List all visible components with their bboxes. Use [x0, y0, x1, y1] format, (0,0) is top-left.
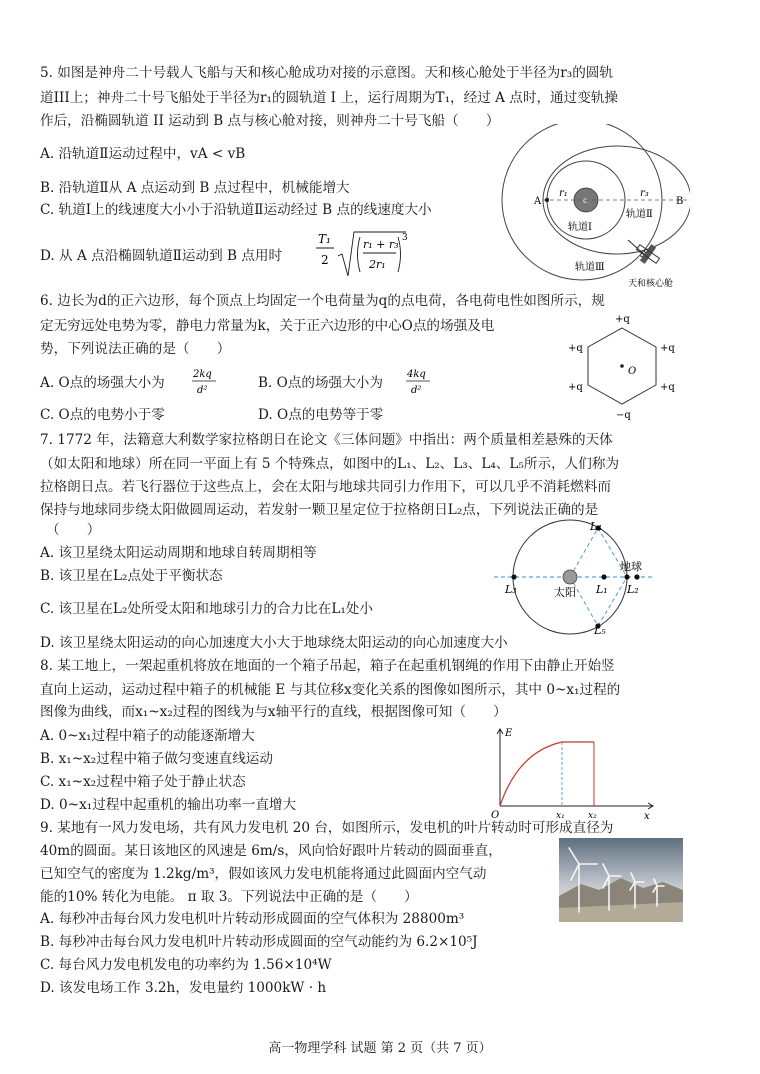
svg-text:2kq: 2kq [193, 369, 212, 380]
center-c-label: c [583, 196, 588, 205]
formula-exponent: 3 [402, 233, 408, 243]
charge-upper-right: +q [660, 343, 675, 354]
formula-t1: T₁ [318, 232, 331, 246]
q6-option-d: D. O点的电势等于零 [258, 407, 384, 423]
formula-inner-num: r₁ + r₃ [363, 238, 399, 251]
l1-label: L₁ [596, 583, 608, 596]
formula-two: 2 [321, 253, 329, 267]
q5-option-d: D. 从 A 点沿椭圆轨道Ⅱ运动到 B 点用时 [40, 248, 283, 264]
q5-stem-line2: 道III上；神舟二十号飞船处于半径为r₁的圆轨道 I 上，运行周期为T₁，经过 A 点时，通过变轨操 [40, 90, 619, 106]
q6-option-b: B. O点的场强大小为 [258, 375, 383, 391]
svg-text:4kq: 4kq [407, 369, 426, 380]
q6-option-a: A. O点的场强大小为 [40, 375, 165, 391]
orbit3-label: 轨道Ⅲ [575, 262, 605, 273]
orbit2-label: 轨道Ⅱ [626, 209, 653, 220]
q5-orbit-figure [500, 124, 690, 292]
l4-label: L₄ [590, 520, 602, 533]
q7-option-c: C. 该卫星在L₂处所受太阳和地球引力的合力比在L₁处小 [40, 601, 373, 617]
q5-option-d-formula [312, 226, 412, 282]
q5-option-a: A. 沿轨道Ⅱ运动过程中，vA < vB [40, 146, 246, 162]
q6-option-b-fraction [404, 364, 434, 398]
energy-curve [500, 742, 562, 806]
q6-stem-line2: 定无穷远处电势为零，静电力常量为k，关于正六边形的中心O点的场强及电 [40, 318, 495, 334]
page-footer: 高一物理学科 试题 第 2 页（共 7 页） [268, 1041, 492, 1056]
q9-stem-line2: 40m的圆面。某日该地区的风速是 6m/s，风向恰好跟叶片转动的圆面垂直， [40, 843, 502, 859]
charge-upper-left: +q [568, 343, 583, 354]
q8-option-a: A. 0~x₁过程中箱子的动能逐渐增大 [40, 728, 255, 744]
q9-option-a: A. 每秒冲击每台风力发电机叶片转动形成圆面的空气体积为 28800m³ [40, 911, 465, 927]
station-label: 天和核心舱 [628, 279, 674, 289]
q7-lagrange-figure [494, 518, 654, 636]
earth-label: 地球 [620, 560, 642, 573]
q6-option-c: C. O点的电势小于零 [40, 407, 165, 423]
q7-stem-line4: 保持与地球同步绕太阳做圆周运动，若发射一颗卫星定位于拉格朗日L₂点，下列说法正确的是 [40, 502, 599, 518]
sun-body [563, 570, 577, 584]
q7-stem-line5: （ ） [46, 522, 101, 538]
q8-option-d: D. 0~x₁过程中起重机的输出功率一直增大 [40, 797, 297, 813]
q8-energy-graph [488, 726, 658, 822]
charge-top: +q [615, 314, 630, 325]
q7-stem-line3: 拉格朗日点。若飞行器位于这些点上，会在太阳与地球共同引力作用下，可以几乎不消耗燃料而 [40, 479, 611, 495]
q6-option-a-fraction [190, 364, 220, 398]
q8-stem-line3: 图像为曲线，而x₁~x₂过程的图线为与x轴平行的直线，根据图像可知（ ） [40, 704, 507, 720]
orbit1-label: 轨道Ⅰ [568, 222, 592, 233]
svg-text:d²: d² [197, 385, 208, 396]
formula-inner-den: 2r₁ [369, 258, 386, 271]
l5-label: L₅ [594, 624, 606, 636]
r1-label: r₁ [559, 188, 568, 199]
q6-hexagon-figure [566, 306, 686, 424]
svg-text:d²: d² [411, 385, 422, 396]
charge-lower-left: +q [568, 382, 583, 393]
point-a-label: A [534, 196, 542, 207]
q9-option-d: D. 该发电场工作 3.2h，发电量约 1000kW · h [40, 980, 327, 996]
q8-option-c: C. x₁~x₂过程中箱子处于静止状态 [40, 774, 246, 790]
q9-stem-line3: 已知空气的密度为 1.2kg/m³，假如该风力发电机能将通过此圆面内空气动 [40, 866, 487, 882]
q8-stem-line2: 直向上运动，运动过程中箱子的机械能 E 与其位移x变化关系的图像如图所示，其中 0~x₁过程的 [40, 682, 621, 698]
q7-option-d: D. 该卫星绕太阳运动的向心加速度大小大于地球绕太阳运动的向心加速度大小 [40, 635, 508, 651]
q8-stem-line1: 8. 某工地上，一架起重机将放在地面的一个箱子吊起，箱子在起重机钢绳的作用下由静止开始竖 [40, 658, 615, 674]
q8-option-b: B. x₁~x₂过程中箱子做匀变速直线运动 [40, 751, 273, 767]
q9-stem-line1: 9. 某地有一风力发电场，共有风力发电机 20 台，如图所示，发电机的叶片转动时可形成直径为 [40, 820, 614, 836]
q5-stem-line1: 5. 如图是神舟二十号载人飞船与天和核心舱成功对接的示意图。天和核心舱处于半径为r₃的圆轨 [40, 65, 613, 81]
origin-label: O [491, 810, 500, 821]
l2-label: L₂ [627, 583, 639, 596]
q6-stem-line1: 6. 边长为d的正六边形，每个顶点上均固定一个电荷量为q的点电荷，各电荷电性如图所示，规 [40, 293, 605, 309]
q6-stem-line3: 势，下列说法正确的是（ ） [40, 341, 231, 357]
space-station-icon [632, 239, 663, 269]
axis-e-label: E [505, 728, 513, 739]
q7-option-b: B. 该卫星在L₂点处于平衡状态 [40, 568, 223, 584]
center-o-label: O [628, 366, 637, 377]
q7-option-a: A. 该卫星绕太阳运动周期和地球自转周期相等 [40, 545, 317, 561]
q5-option-c: C. 轨道Ⅰ上的线速度大小小于沿轨道Ⅱ运动经过 B 点的线速度大小 [40, 202, 432, 218]
q5-option-b: B. 沿轨道Ⅱ从 A 点运动到 B 点过程中，机械能增大 [40, 180, 350, 196]
x2-label: x₂ [588, 811, 597, 821]
q7-stem-line2: （如太阳和地球）所在同一平面上有 5 个特殊点，如图中的L₁、L₂、L₃、L₄、L₅所示，人们称为 [40, 456, 620, 472]
charge-lower-right: +q [660, 382, 675, 393]
axis-x-label: x [644, 811, 650, 822]
q5-stem-line3: 作后，沿椭圆轨道 II 运动到 B 点与核心舱对接，则神舟二十号飞船（ ） [40, 113, 500, 129]
x1-label: x₁ [556, 811, 565, 821]
l3-label: L₃ [505, 583, 517, 596]
r3-label: r₃ [640, 188, 649, 199]
q7-stem-line1: 7. 1772 年，法籍意大利数学家拉格朗日在论文《三体问题》中指出：两个质量相差悬殊的天体 [40, 432, 613, 448]
q9-option-b: B. 每秒冲击每台风力发电机叶片转动形成圆面的空气动能约为 6.2×10⁵J [40, 934, 478, 950]
q9-stem-line4: 能的10% 转化为电能。 π 取 3。下列说法中正确的是（ ） [40, 889, 418, 905]
charge-bottom: −q [616, 410, 631, 421]
sun-label: 太阳 [554, 586, 576, 599]
wind-farm-photo [559, 838, 683, 922]
point-b-label: B [676, 196, 684, 207]
q9-option-c: C. 每台风力发电机发电的功率约为 1.56×10⁴W [40, 957, 332, 973]
